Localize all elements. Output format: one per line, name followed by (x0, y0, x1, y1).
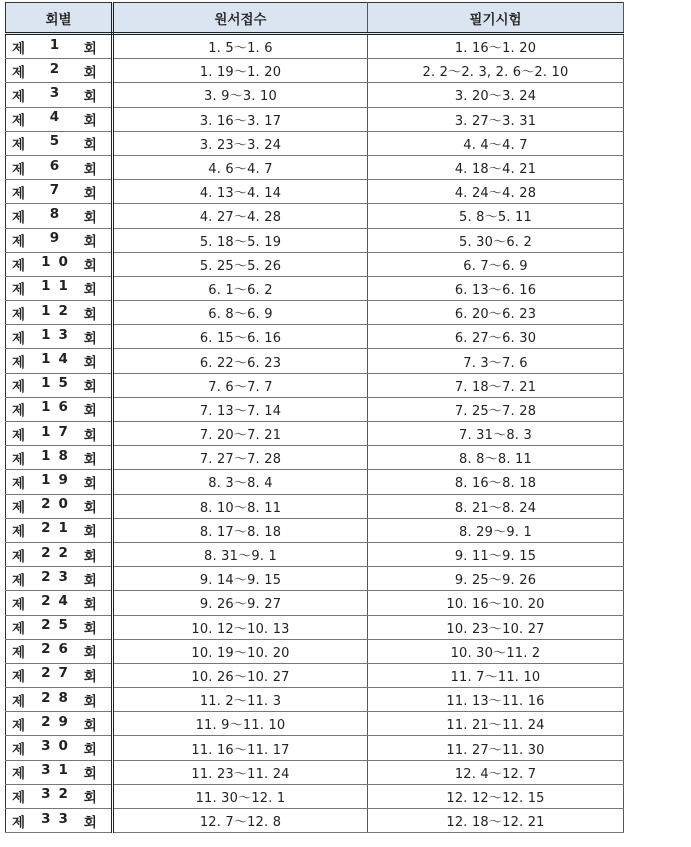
application-period: 8. 17～8. 18 (113, 518, 368, 542)
table-row (6, 276, 624, 300)
round-suffix: 회 (83, 669, 97, 686)
table-row (6, 615, 624, 639)
round-cell (6, 228, 113, 252)
round-number: 16 (41, 399, 76, 416)
round-suffix: 회 (83, 693, 97, 710)
round-suffix: 회 (83, 88, 97, 105)
round-number: 8 (49, 205, 68, 222)
round-number: 25 (41, 617, 76, 634)
written-exam-period: 12. 4～12. 7 (368, 760, 624, 784)
round-cell (6, 422, 113, 446)
round-prefix: 제 (12, 282, 26, 299)
round-suffix: 회 (83, 645, 97, 662)
application-period: 7. 27～7. 28 (113, 446, 368, 470)
table-row (6, 252, 624, 276)
application-period: 11. 30～12. 1 (113, 784, 368, 808)
round-number: 31 (41, 762, 76, 779)
round-suffix: 회 (83, 355, 97, 372)
round-prefix: 제 (12, 475, 26, 492)
application-period: 9. 26～9. 27 (113, 591, 368, 615)
application-period: 7. 6～7. 7 (113, 373, 368, 397)
round-cell (6, 567, 113, 591)
table-row (6, 712, 624, 736)
written-exam-period: 11. 27～11. 30 (368, 736, 624, 760)
round-cell (6, 252, 113, 276)
round-number: 7 (49, 181, 68, 198)
round-cell (6, 180, 113, 204)
written-exam-period: 3. 20～3. 24 (368, 83, 624, 107)
round-number: 3 (49, 84, 68, 101)
round-number: 22 (41, 544, 76, 561)
written-exam-period: 7. 18～7. 21 (368, 373, 624, 397)
table-row (6, 228, 624, 252)
application-period: 10. 19～10. 20 (113, 639, 368, 663)
written-exam-period: 10. 16～10. 20 (368, 591, 624, 615)
round-number: 9 (49, 230, 68, 247)
round-number: 32 (41, 786, 76, 803)
round-cell (6, 470, 113, 494)
written-exam-period: 10. 30～11. 2 (368, 639, 624, 663)
round-suffix: 회 (83, 234, 97, 251)
table-row (6, 325, 624, 349)
application-period: 4. 27～4. 28 (113, 204, 368, 228)
written-exam-period: 10. 23～10. 27 (368, 615, 624, 639)
written-exam-period: 4. 24～4. 28 (368, 180, 624, 204)
written-exam-period: 6. 7～6. 9 (368, 252, 624, 276)
table-row (6, 34, 624, 59)
round-prefix: 제 (12, 621, 26, 638)
round-prefix: 제 (12, 596, 26, 613)
round-prefix: 제 (12, 548, 26, 565)
round-prefix: 제 (12, 500, 26, 517)
round-prefix: 제 (12, 669, 26, 686)
round-number: 24 (41, 592, 76, 609)
round-suffix: 회 (83, 572, 97, 589)
written-exam-period: 12. 18～12. 21 (368, 809, 624, 833)
round-number: 13 (41, 326, 76, 343)
round-prefix: 제 (12, 790, 26, 807)
round-cell (6, 542, 113, 566)
table-row (6, 760, 624, 784)
table-row (6, 809, 624, 833)
round-suffix: 회 (83, 137, 97, 154)
written-exam-period: 8. 29～9. 1 (368, 518, 624, 542)
round-prefix: 제 (12, 306, 26, 323)
round-suffix: 회 (83, 306, 97, 323)
header-application: 원서접수 (113, 3, 368, 34)
application-period: 3. 9～3. 10 (113, 83, 368, 107)
round-prefix: 제 (12, 766, 26, 783)
written-exam-period: 9. 11～9. 15 (368, 542, 624, 566)
round-prefix: 제 (12, 137, 26, 154)
written-exam-period: 2. 2～2. 3, 2. 6～2. 10 (368, 59, 624, 83)
round-prefix: 제 (12, 524, 26, 541)
round-prefix: 제 (12, 258, 26, 275)
application-period: 7. 13～7. 14 (113, 397, 368, 421)
round-suffix: 회 (83, 379, 97, 396)
round-number: 26 (41, 641, 76, 658)
table-row (6, 688, 624, 712)
application-period: 6. 15～6. 16 (113, 325, 368, 349)
written-exam-period: 7. 3～7. 6 (368, 349, 624, 373)
table-row (6, 736, 624, 760)
round-suffix: 회 (83, 451, 97, 468)
application-period: 6. 22～6. 23 (113, 349, 368, 373)
round-number: 5 (49, 133, 68, 150)
round-number: 29 (41, 713, 76, 730)
round-cell (6, 615, 113, 639)
round-suffix: 회 (83, 766, 97, 783)
application-period: 9. 14～9. 15 (113, 567, 368, 591)
round-cell (6, 204, 113, 228)
round-prefix: 제 (12, 717, 26, 734)
table-row (6, 204, 624, 228)
round-cell (6, 301, 113, 325)
written-exam-period: 1. 16～1. 20 (368, 34, 624, 59)
round-prefix: 제 (12, 330, 26, 347)
round-number: 11 (41, 278, 76, 295)
table-row (6, 567, 624, 591)
table-row (6, 349, 624, 373)
application-period: 5. 25～5. 26 (113, 252, 368, 276)
round-cell (6, 349, 113, 373)
table-row (6, 131, 624, 155)
round-number: 14 (41, 351, 76, 368)
table-body (6, 34, 624, 833)
written-exam-period: 9. 25～9. 26 (368, 567, 624, 591)
round-number: 2 (49, 60, 68, 77)
application-period: 10. 26～10. 27 (113, 663, 368, 687)
round-prefix: 제 (12, 234, 26, 251)
round-cell (6, 373, 113, 397)
round-prefix: 제 (12, 403, 26, 420)
round-cell (6, 639, 113, 663)
table-row (6, 107, 624, 131)
round-prefix: 제 (12, 355, 26, 372)
round-cell (6, 591, 113, 615)
application-period: 11. 23～11. 24 (113, 760, 368, 784)
round-number: 12 (41, 302, 76, 319)
round-suffix: 회 (83, 790, 97, 807)
table-row (6, 494, 624, 518)
written-exam-period: 8. 16～8. 18 (368, 470, 624, 494)
table-row (6, 518, 624, 542)
round-cell (6, 518, 113, 542)
application-period: 10. 12～10. 13 (113, 615, 368, 639)
round-suffix: 회 (83, 282, 97, 299)
round-cell (6, 155, 113, 179)
round-number: 30 (41, 738, 76, 755)
round-prefix: 제 (12, 185, 26, 202)
round-cell (6, 59, 113, 83)
table-row (6, 59, 624, 83)
exam-schedule-table (5, 2, 624, 833)
application-period: 8. 3～8. 4 (113, 470, 368, 494)
header-round: 회별 (6, 3, 113, 34)
table-row (6, 83, 624, 107)
round-cell (6, 784, 113, 808)
table-row (6, 639, 624, 663)
written-exam-period: 12. 12～12. 15 (368, 784, 624, 808)
table-row (6, 784, 624, 808)
round-cell (6, 809, 113, 833)
application-period: 7. 20～7. 21 (113, 422, 368, 446)
round-prefix: 제 (12, 40, 26, 57)
round-suffix: 회 (83, 403, 97, 420)
round-prefix: 제 (12, 645, 26, 662)
written-exam-period: 6. 20～6. 23 (368, 301, 624, 325)
application-period: 11. 2～11. 3 (113, 688, 368, 712)
header-written-exam: 필기시험 (368, 3, 624, 34)
round-cell (6, 446, 113, 470)
application-period: 8. 10～8. 11 (113, 494, 368, 518)
round-cell (6, 276, 113, 300)
round-suffix: 회 (83, 500, 97, 517)
table-row (6, 470, 624, 494)
round-suffix: 회 (83, 64, 97, 81)
round-prefix: 제 (12, 451, 26, 468)
round-number: 6 (49, 157, 68, 174)
round-number: 23 (41, 568, 76, 585)
written-exam-period: 11. 13～11. 16 (368, 688, 624, 712)
round-cell (6, 131, 113, 155)
round-prefix: 제 (12, 113, 26, 130)
table-row (6, 422, 624, 446)
round-prefix: 제 (12, 64, 26, 81)
application-period: 8. 31～9. 1 (113, 542, 368, 566)
round-number: 33 (41, 810, 76, 827)
round-suffix: 회 (83, 161, 97, 178)
application-period: 12. 7～12. 8 (113, 809, 368, 833)
application-period: 11. 16～11. 17 (113, 736, 368, 760)
round-number: 19 (41, 471, 76, 488)
round-suffix: 회 (83, 548, 97, 565)
round-cell (6, 712, 113, 736)
round-prefix: 제 (12, 161, 26, 178)
written-exam-period: 4. 4～4. 7 (368, 131, 624, 155)
round-cell (6, 494, 113, 518)
round-prefix: 제 (12, 572, 26, 589)
round-prefix: 제 (12, 814, 26, 831)
round-suffix: 회 (83, 113, 97, 130)
round-prefix: 제 (12, 88, 26, 105)
round-cell (6, 760, 113, 784)
table-row (6, 301, 624, 325)
application-period: 6. 1～6. 2 (113, 276, 368, 300)
round-cell (6, 83, 113, 107)
written-exam-period: 3. 27～3. 31 (368, 107, 624, 131)
round-prefix: 제 (12, 693, 26, 710)
written-exam-period: 6. 27～6. 30 (368, 325, 624, 349)
round-cell (6, 34, 113, 59)
round-number: 20 (41, 496, 76, 513)
round-suffix: 회 (83, 621, 97, 638)
application-period: 5. 18～5. 19 (113, 228, 368, 252)
application-period: 4. 13～4. 14 (113, 180, 368, 204)
round-cell (6, 325, 113, 349)
round-suffix: 회 (83, 258, 97, 275)
round-suffix: 회 (83, 40, 97, 57)
written-exam-period: 4. 18～4. 21 (368, 155, 624, 179)
application-period: 1. 5～1. 6 (113, 34, 368, 59)
table-row (6, 180, 624, 204)
application-period: 1. 19～1. 20 (113, 59, 368, 83)
table-row (6, 542, 624, 566)
table-row (6, 591, 624, 615)
round-number: 27 (41, 665, 76, 682)
round-number: 17 (41, 423, 76, 440)
written-exam-period: 8. 8～8. 11 (368, 446, 624, 470)
round-number: 21 (41, 520, 76, 537)
written-exam-period: 6. 13～6. 16 (368, 276, 624, 300)
round-suffix: 회 (83, 209, 97, 226)
round-prefix: 제 (12, 209, 26, 226)
application-period: 3. 16～3. 17 (113, 107, 368, 131)
round-suffix: 회 (83, 596, 97, 613)
round-number: 1 (49, 36, 68, 53)
application-period: 11. 9～11. 10 (113, 712, 368, 736)
application-period: 4. 6～4. 7 (113, 155, 368, 179)
written-exam-period: 5. 8～5. 11 (368, 204, 624, 228)
round-suffix: 회 (83, 185, 97, 202)
round-number: 18 (41, 447, 76, 464)
round-suffix: 회 (83, 742, 97, 759)
written-exam-period: 11. 7～11. 10 (368, 663, 624, 687)
written-exam-period: 7. 31～8. 3 (368, 422, 624, 446)
round-suffix: 회 (83, 524, 97, 541)
round-cell (6, 663, 113, 687)
written-exam-period: 8. 21～8. 24 (368, 494, 624, 518)
round-suffix: 회 (83, 475, 97, 492)
written-exam-period: 5. 30～6. 2 (368, 228, 624, 252)
round-cell (6, 107, 113, 131)
table-row (6, 155, 624, 179)
written-exam-period: 11. 21～11. 24 (368, 712, 624, 736)
round-number: 4 (49, 109, 68, 126)
table-row (6, 373, 624, 397)
header-row (6, 3, 624, 34)
written-exam-period: 7. 25～7. 28 (368, 397, 624, 421)
round-suffix: 회 (83, 814, 97, 831)
round-cell (6, 736, 113, 760)
round-number: 28 (41, 689, 76, 706)
application-period: 6. 8～6. 9 (113, 301, 368, 325)
application-period: 3. 23～3. 24 (113, 131, 368, 155)
round-cell (6, 688, 113, 712)
round-number: 10 (41, 254, 76, 271)
round-prefix: 제 (12, 427, 26, 444)
table-row (6, 663, 624, 687)
round-suffix: 회 (83, 717, 97, 734)
round-prefix: 제 (12, 742, 26, 759)
round-number: 15 (41, 375, 76, 392)
table-row (6, 446, 624, 470)
table-row (6, 397, 624, 421)
round-suffix: 회 (83, 427, 97, 444)
round-suffix: 회 (83, 330, 97, 347)
round-prefix: 제 (12, 379, 26, 396)
round-cell (6, 397, 113, 421)
